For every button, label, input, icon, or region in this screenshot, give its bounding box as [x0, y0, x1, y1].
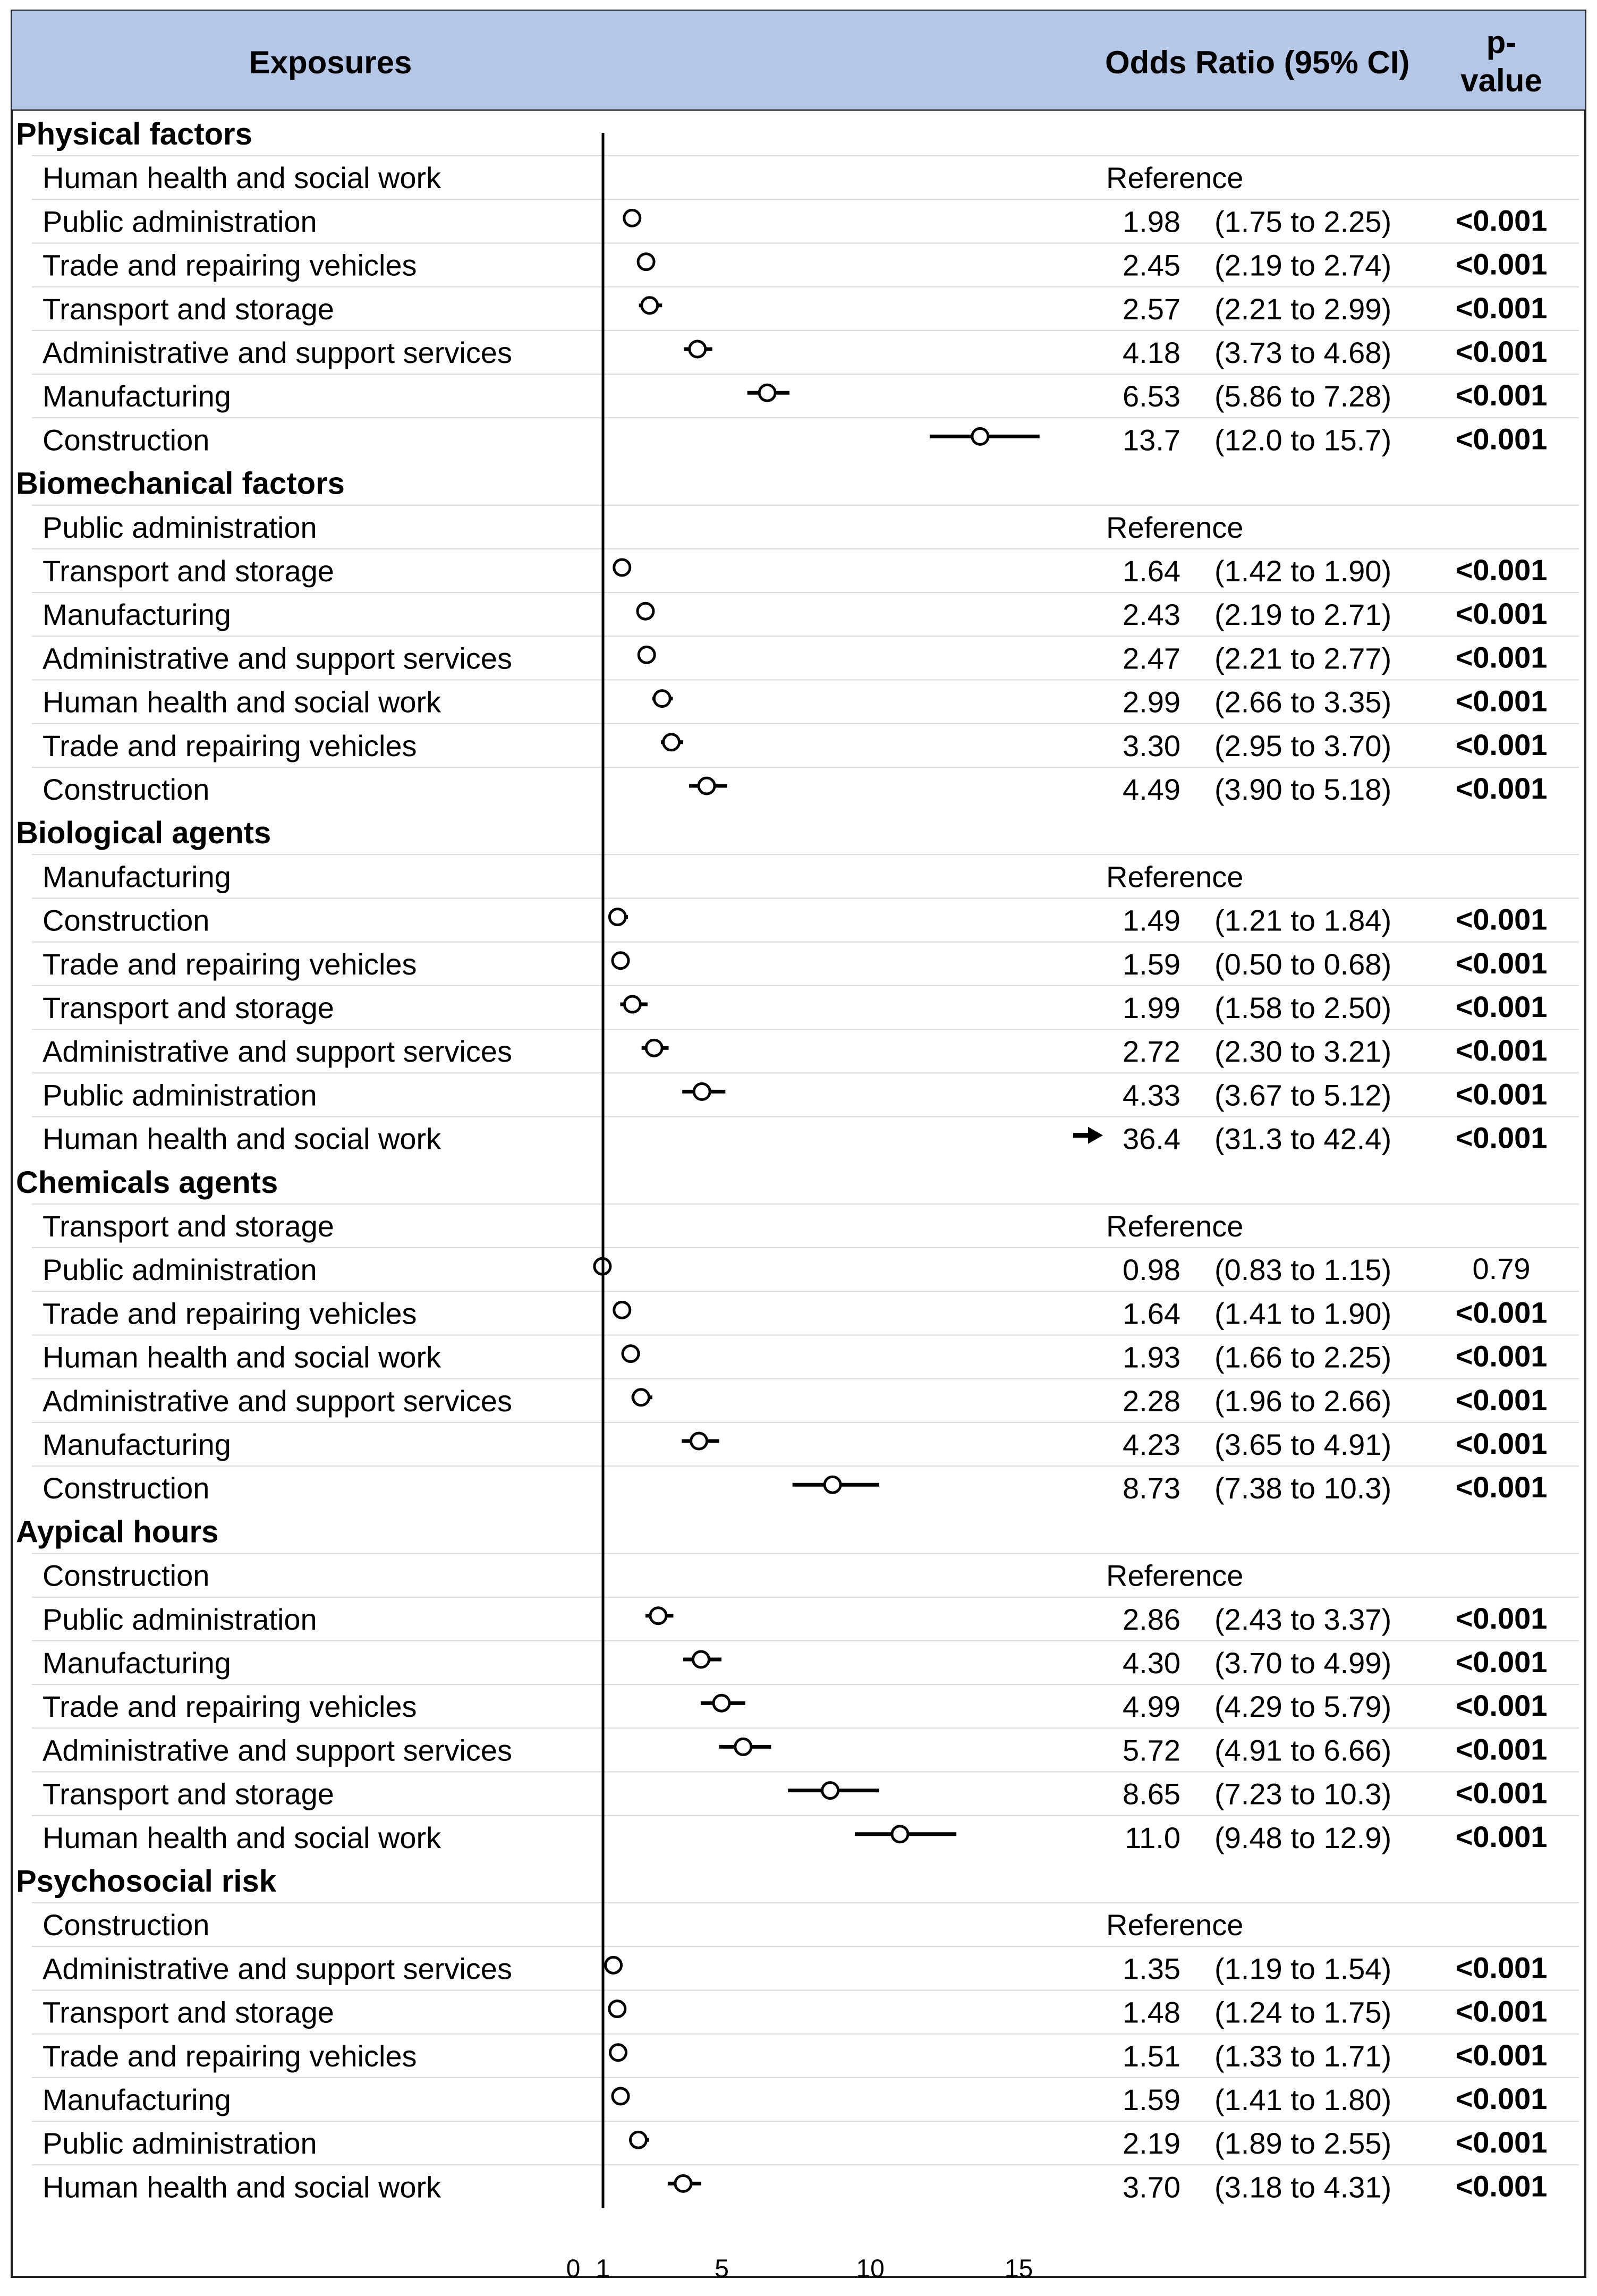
row-label: Construction	[43, 1908, 210, 1942]
row-label: Construction	[43, 773, 210, 806]
odds-ratio-marker	[735, 1739, 751, 1755]
p-value: <0.001	[1455, 553, 1548, 587]
confidence-interval: (1.66 to 2.25)	[1214, 1340, 1392, 1374]
odds-ratio-marker	[638, 603, 653, 619]
confidence-interval: (1.96 to 2.66)	[1214, 1384, 1392, 1418]
confidence-interval: (1.41 to 1.90)	[1214, 1297, 1392, 1331]
p-value: <0.001	[1455, 422, 1548, 456]
odds-ratio-value: 1.64	[1123, 554, 1180, 588]
confidence-interval: (3.90 to 5.18)	[1214, 773, 1392, 806]
row-label: Trade and repairing vehicles	[43, 248, 417, 282]
confidence-interval: (3.70 to 4.99)	[1214, 1646, 1392, 1680]
odds-ratio-value: 11.0	[1125, 1820, 1180, 1854]
row-label: Human health and social work	[43, 1340, 441, 1374]
p-value: <0.001	[1455, 2125, 1548, 2159]
odds-ratio-marker	[675, 2175, 691, 2191]
reference-label: Reference	[1106, 1908, 1244, 1942]
p-value: <0.001	[1455, 1732, 1548, 1766]
p-value: <0.001	[1455, 2082, 1548, 2115]
odds-ratio-value: 2.57	[1123, 292, 1180, 326]
odds-ratio-marker	[972, 428, 988, 444]
p-value: <0.001	[1455, 1689, 1548, 1723]
p-value: <0.001	[1455, 378, 1548, 412]
table-header	[12, 11, 1585, 109]
row-label: Construction	[43, 423, 210, 457]
p-value: <0.001	[1455, 1383, 1548, 1417]
odds-ratio-marker	[610, 2045, 626, 2061]
confidence-interval: (1.21 to 1.84)	[1214, 903, 1392, 937]
confidence-interval: (1.24 to 1.75)	[1214, 1995, 1392, 2029]
odds-ratio-value: 13.7	[1123, 423, 1180, 457]
p-value: <0.001	[1455, 1427, 1548, 1460]
p-value: <0.001	[1455, 684, 1548, 718]
row-label: Public administration	[43, 2126, 317, 2161]
reference-label: Reference	[1106, 510, 1244, 544]
group-title: Physical factors	[16, 117, 252, 151]
row-label: Manufacturing	[43, 2083, 231, 2116]
p-value: <0.001	[1455, 1951, 1548, 1985]
header-p-value-line1: p-	[1486, 24, 1517, 60]
odds-ratio-value: 2.99	[1123, 685, 1180, 719]
row-label: Trade and repairing vehicles	[43, 728, 417, 762]
confidence-interval: (1.41 to 1.80)	[1214, 2083, 1392, 2116]
odds-ratio-value: 1.98	[1123, 205, 1180, 239]
row-label: Trade and repairing vehicles	[43, 947, 417, 981]
odds-ratio-marker	[646, 1040, 662, 1056]
odds-ratio-marker	[609, 909, 625, 925]
p-value: <0.001	[1455, 1033, 1548, 1067]
row-label: Administrative and support services	[43, 1952, 512, 1986]
p-value: <0.001	[1455, 597, 1548, 631]
header-p-value-line2: value	[1460, 63, 1542, 98]
row-label: Human health and social work	[43, 2170, 441, 2204]
odds-ratio-value: 0.98	[1123, 1253, 1180, 1287]
row-label: Construction	[43, 903, 210, 937]
row-label: Human health and social work	[43, 685, 441, 719]
p-value: <0.001	[1455, 1121, 1548, 1155]
odds-ratio-value: 8.65	[1123, 1777, 1180, 1811]
odds-ratio-value: 36.4	[1123, 1122, 1180, 1156]
odds-ratio-marker	[624, 210, 640, 226]
row-label: Transport and storage	[43, 991, 334, 1024]
p-value: <0.001	[1455, 772, 1548, 805]
odds-ratio-value: 1.48	[1123, 1995, 1180, 2029]
odds-ratio-value: 1.64	[1123, 1297, 1180, 1331]
odds-ratio-value: 2.19	[1123, 2126, 1180, 2161]
odds-ratio-value: 4.18	[1123, 336, 1180, 369]
p-value: <0.001	[1455, 335, 1548, 368]
odds-ratio-marker	[623, 1346, 639, 1362]
row-label: Manufacturing	[43, 379, 231, 413]
p-value: <0.001	[1455, 1994, 1548, 2028]
x-tick-label: 10	[856, 2255, 885, 2283]
odds-ratio-marker	[693, 1651, 709, 1667]
confidence-interval: (2.95 to 3.70)	[1214, 728, 1392, 762]
odds-ratio-marker	[690, 341, 706, 357]
odds-ratio-marker	[609, 2001, 625, 2017]
table-body	[16, 117, 1579, 2204]
row-label: Administrative and support services	[43, 1733, 512, 1767]
odds-ratio-value: 1.35	[1123, 1952, 1180, 1986]
p-value: <0.001	[1455, 902, 1548, 936]
row-label: Transport and storage	[43, 292, 334, 326]
row-label: Public administration	[43, 205, 317, 239]
p-value: <0.001	[1455, 1645, 1548, 1679]
plot-area	[594, 133, 1103, 2208]
confidence-interval: (3.18 to 4.31)	[1214, 2170, 1392, 2204]
p-value: <0.001	[1455, 1339, 1548, 1373]
row-label: Manufacturing	[43, 1646, 231, 1680]
odds-ratio-value: 4.49	[1123, 773, 1180, 806]
p-value: <0.001	[1455, 1819, 1548, 1853]
odds-ratio-value: 3.30	[1123, 728, 1180, 762]
confidence-interval: (0.50 to 0.68)	[1214, 947, 1392, 981]
group-title: Psychosocial risk	[16, 1864, 277, 1899]
p-value: <0.001	[1455, 204, 1548, 238]
confidence-interval: (5.86 to 7.28)	[1214, 379, 1392, 413]
confidence-interval: (7.38 to 10.3)	[1214, 1471, 1392, 1505]
odds-ratio-value: 1.49	[1123, 903, 1180, 937]
row-label: Manufacturing	[43, 860, 231, 894]
p-value: <0.001	[1455, 1295, 1548, 1329]
row-label: Manufacturing	[43, 1428, 231, 1461]
odds-ratio-marker	[664, 734, 679, 750]
odds-ratio-value: 4.23	[1123, 1428, 1180, 1461]
odds-ratio-marker	[614, 560, 630, 575]
p-value: <0.001	[1455, 727, 1548, 761]
odds-ratio-value: 6.53	[1123, 379, 1180, 413]
odds-ratio-value: 2.86	[1123, 1602, 1180, 1636]
confidence-interval: (2.21 to 2.99)	[1214, 292, 1392, 326]
p-value: <0.001	[1455, 291, 1548, 325]
confidence-interval: (1.33 to 1.71)	[1214, 2039, 1392, 2073]
row-label: Administrative and support services	[43, 336, 512, 369]
x-tick-label: 5	[715, 2255, 729, 2283]
confidence-interval: (3.67 to 5.12)	[1214, 1078, 1392, 1112]
odds-ratio-value: 4.99	[1123, 1690, 1180, 1724]
confidence-interval: (2.21 to 2.77)	[1214, 641, 1392, 675]
reference-label: Reference	[1106, 1209, 1244, 1243]
confidence-interval: (4.29 to 5.79)	[1214, 1690, 1392, 1724]
odds-ratio-value: 2.45	[1123, 248, 1180, 282]
odds-ratio-marker	[613, 2088, 628, 2104]
row-label: Transport and storage	[43, 1777, 334, 1811]
confidence-interval: (0.83 to 1.15)	[1214, 1253, 1392, 1287]
odds-ratio-marker	[650, 1608, 666, 1624]
group-title: Biological agents	[16, 816, 271, 851]
odds-ratio-marker	[699, 778, 715, 794]
row-label: Administrative and support services	[43, 641, 512, 675]
odds-ratio-marker	[892, 1826, 908, 1842]
off-scale-arrow-head	[1088, 1127, 1103, 1144]
row-label: Trade and repairing vehicles	[43, 1690, 417, 1724]
odds-ratio-marker	[633, 1390, 649, 1405]
confidence-interval: (2.43 to 3.37)	[1214, 1602, 1392, 1636]
odds-ratio-marker	[638, 254, 654, 270]
odds-ratio-marker	[639, 647, 655, 663]
confidence-interval: (2.66 to 3.35)	[1214, 685, 1392, 719]
confidence-interval: (2.19 to 2.71)	[1214, 598, 1392, 632]
p-value: <0.001	[1455, 640, 1548, 674]
row-label: Construction	[43, 1558, 210, 1592]
row-label: Transport and storage	[43, 1209, 334, 1243]
confidence-interval: (1.89 to 2.55)	[1214, 2126, 1392, 2161]
odds-ratio-marker	[613, 953, 628, 969]
p-value: <0.001	[1455, 1470, 1548, 1504]
p-value: <0.001	[1455, 1601, 1548, 1635]
confidence-interval: (3.73 to 4.68)	[1214, 336, 1392, 369]
odds-ratio-value: 2.47	[1123, 641, 1180, 675]
p-value: <0.001	[1455, 2169, 1548, 2203]
row-label: Human health and social work	[43, 1122, 441, 1156]
p-value: <0.001	[1455, 946, 1548, 980]
confidence-interval: (12.0 to 15.7)	[1214, 423, 1392, 457]
odds-ratio-marker	[759, 385, 775, 401]
odds-ratio-value: 2.28	[1123, 1384, 1180, 1418]
header-exposures: Exposures	[249, 45, 412, 80]
confidence-interval: (7.23 to 10.3)	[1214, 1777, 1392, 1811]
odds-ratio-value: 2.43	[1123, 598, 1180, 632]
p-value: <0.001	[1455, 1077, 1548, 1111]
p-value: 0.79	[1472, 1252, 1531, 1286]
odds-ratio-value: 8.73	[1123, 1471, 1180, 1505]
row-label: Public administration	[43, 1253, 317, 1287]
p-value: <0.001	[1455, 1776, 1548, 1810]
x-tick-label: 1	[596, 2255, 610, 2283]
odds-ratio-marker	[606, 1957, 622, 1973]
odds-ratio-marker	[691, 1433, 707, 1449]
odds-ratio-marker	[654, 691, 670, 707]
odds-ratio-value: 1.93	[1123, 1340, 1180, 1374]
odds-ratio-value: 1.59	[1123, 947, 1180, 981]
header-odds-ratio: Odds Ratio (95% CI)	[1105, 45, 1410, 80]
p-value: <0.001	[1455, 990, 1548, 1023]
row-label: Administrative and support services	[43, 1384, 512, 1418]
odds-ratio-marker	[825, 1477, 840, 1493]
x-axis	[566, 2255, 1033, 2283]
confidence-interval: (3.65 to 4.91)	[1214, 1428, 1392, 1461]
row-label: Human health and social work	[43, 1820, 441, 1854]
group-title: Aypical hours	[16, 1514, 219, 1549]
row-label: Public administration	[43, 1078, 317, 1112]
odds-ratio-marker	[614, 1302, 630, 1318]
odds-ratio-value: 4.30	[1123, 1646, 1180, 1680]
odds-ratio-value: 3.70	[1123, 2170, 1180, 2204]
odds-ratio-marker	[624, 996, 640, 1012]
reference-label: Reference	[1106, 860, 1244, 894]
row-label: Trade and repairing vehicles	[43, 1297, 417, 1331]
p-value: <0.001	[1455, 2038, 1548, 2072]
confidence-interval: (1.42 to 1.90)	[1214, 554, 1392, 588]
row-label: Public administration	[43, 510, 317, 544]
group-title: Biomechanical factors	[16, 466, 345, 501]
p-value: <0.001	[1455, 247, 1548, 281]
odds-ratio-value: 1.99	[1123, 991, 1180, 1024]
odds-ratio-value: 2.72	[1123, 1035, 1180, 1069]
reference-label: Reference	[1106, 161, 1244, 195]
group-title: Chemicals agents	[16, 1165, 278, 1200]
confidence-interval: (2.19 to 2.74)	[1214, 248, 1392, 282]
row-label: Public administration	[43, 1602, 317, 1636]
row-label: Administrative and support services	[43, 1035, 512, 1069]
row-label: Trade and repairing vehicles	[43, 2039, 417, 2073]
x-tick-label: 15	[1004, 2255, 1033, 2283]
odds-ratio-value: 1.51	[1123, 2039, 1180, 2073]
row-label: Human health and social work	[43, 161, 441, 195]
confidence-interval: (1.19 to 1.54)	[1214, 1952, 1392, 1986]
odds-ratio-marker	[642, 298, 658, 314]
odds-ratio-value: 4.33	[1123, 1078, 1180, 1112]
row-label: Manufacturing	[43, 598, 231, 632]
odds-ratio-marker	[822, 1783, 838, 1799]
confidence-interval: (9.48 to 12.9)	[1214, 1820, 1392, 1854]
odds-ratio-marker	[631, 2132, 647, 2148]
x-tick-label: 0	[566, 2255, 581, 2283]
confidence-interval: (2.30 to 3.21)	[1214, 1035, 1392, 1069]
row-label: Construction	[43, 1471, 210, 1505]
odds-ratio-marker	[694, 1083, 710, 1099]
odds-ratio-marker	[713, 1695, 729, 1711]
row-label: Transport and storage	[43, 554, 334, 588]
confidence-interval: (31.3 to 42.4)	[1214, 1122, 1392, 1156]
odds-ratio-value: 5.72	[1123, 1733, 1180, 1767]
confidence-interval: (1.75 to 2.25)	[1214, 205, 1392, 239]
row-label: Transport and storage	[43, 1995, 334, 2029]
odds-ratio-value: 1.59	[1123, 2083, 1180, 2116]
confidence-interval: (4.91 to 6.66)	[1214, 1733, 1392, 1767]
confidence-interval: (1.58 to 2.50)	[1214, 991, 1392, 1024]
reference-label: Reference	[1106, 1558, 1244, 1592]
